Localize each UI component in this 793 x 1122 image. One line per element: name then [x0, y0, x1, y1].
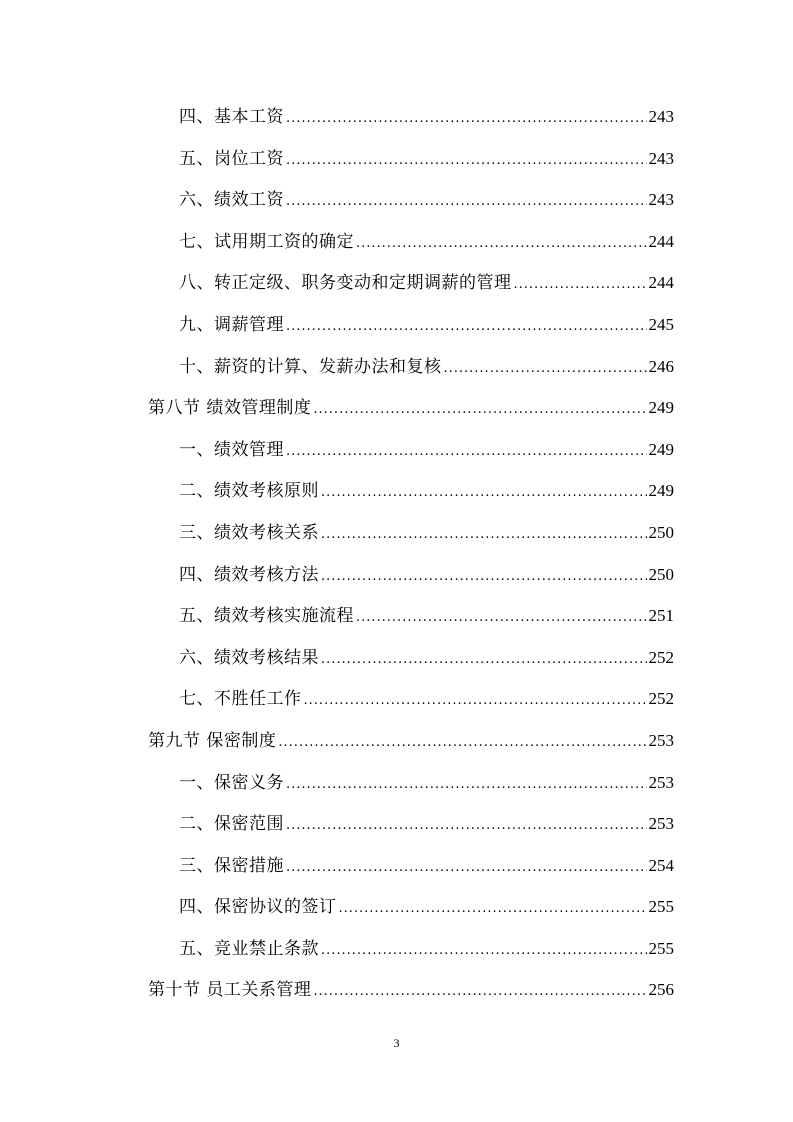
toc-dot-leader [286, 181, 647, 223]
toc-entry-page: 255 [648, 938, 674, 958]
toc-entry-title: 三、保密措施 [179, 855, 284, 876]
toc-subsection-entry[interactable] [0, 179, 793, 221]
toc-entry-page: 244 [648, 273, 674, 293]
toc-dot-leader [356, 597, 647, 639]
toc-entry-page: 243 [648, 190, 674, 210]
toc-entry-title: 一、绩效管理 [179, 439, 284, 460]
toc-dot-leader [286, 140, 647, 182]
toc-subsection-entry[interactable] [0, 803, 793, 845]
toc-entry-title: 五、竞业禁止条款 [179, 938, 319, 959]
toc-entry-title: 九、调薪管理 [179, 314, 284, 335]
toc-subsection-entry[interactable] [0, 96, 793, 138]
toc-entry-page: 249 [648, 398, 674, 418]
toc-entry-page: 244 [648, 231, 674, 251]
toc-section-entry[interactable] [0, 969, 793, 1011]
toc-entry-page: 243 [648, 107, 674, 126]
toc-subsection-entry[interactable] [0, 429, 793, 471]
toc-subsection-entry[interactable] [0, 678, 793, 720]
toc-entry-page: 252 [648, 647, 674, 667]
toc-subsection-entry[interactable] [0, 637, 793, 679]
toc-entry-title: 六、绩效工资 [179, 190, 284, 211]
toc-dot-leader [313, 971, 646, 1013]
toc-entry-page: 256 [648, 980, 674, 1000]
toc-dot-leader [339, 888, 647, 930]
toc-entry-title: 八、转正定级、职务变动和定期调薪的管理 [179, 273, 512, 294]
toc-dot-leader [444, 348, 647, 390]
toc-entry-page: 254 [648, 855, 674, 875]
toc-dot-leader [286, 431, 647, 473]
toc-subsection-entry[interactable] [0, 470, 793, 512]
toc-dot-leader [304, 680, 647, 722]
toc-dot-leader [313, 389, 646, 431]
toc-entry-page: 243 [648, 148, 674, 168]
toc-subsection-entry[interactable] [0, 886, 793, 928]
toc-dot-leader [286, 98, 647, 140]
toc-entry-title: 第十节 员工关系管理 [148, 980, 312, 1001]
toc-dot-leader [321, 930, 647, 972]
toc-entry-title: 四、保密协议的签订 [179, 897, 337, 918]
toc-dot-leader [356, 223, 647, 265]
toc-entry-page: 253 [648, 730, 674, 750]
toc-entry-title: 第八节 绩效管理制度 [148, 398, 312, 419]
toc-subsection-entry[interactable] [0, 304, 793, 346]
toc-entry-page: 253 [648, 814, 674, 834]
toc-entry-page: 250 [648, 522, 674, 542]
toc-entry-title: 七、不胜任工作 [179, 689, 302, 710]
toc-entry-page: 245 [648, 314, 674, 334]
toc-dot-leader [321, 556, 647, 598]
toc-entry-title: 第九节 保密制度 [148, 730, 277, 751]
toc-entry-page: 246 [648, 356, 674, 376]
toc-entry-title: 五、岗位工资 [179, 148, 284, 169]
toc-subsection-entry[interactable] [0, 595, 793, 637]
toc-entry-title: 十、薪资的计算、发薪办法和复核 [179, 356, 442, 377]
toc-entry-title: 二、保密范围 [179, 814, 284, 835]
toc-dot-leader [286, 306, 647, 348]
toc-section-entry[interactable] [0, 387, 793, 429]
toc-entry-page: 250 [648, 564, 674, 584]
toc-entry-title: 五、绩效考核实施流程 [179, 606, 354, 627]
toc-entry-title: 四、基本工资 [179, 107, 284, 127]
toc-dot-leader [514, 264, 647, 306]
toc-subsection-entry[interactable] [0, 512, 793, 554]
toc-entry-title: 四、绩效考核方法 [179, 564, 319, 585]
toc-subsection-entry[interactable] [0, 762, 793, 804]
toc-entry-title: 七、试用期工资的确定 [179, 231, 354, 252]
toc-entry-title: 二、绩效考核原则 [179, 481, 319, 502]
toc-entry-page: 249 [648, 481, 674, 501]
toc-section-entry[interactable] [0, 720, 793, 762]
toc-dot-leader [321, 639, 647, 681]
toc-entry-page: 253 [648, 772, 674, 792]
toc-subsection-entry[interactable] [0, 554, 793, 596]
toc-subsection-entry[interactable] [0, 845, 793, 887]
toc-subsection-entry[interactable] [0, 346, 793, 388]
toc-subsection-entry[interactable] [0, 928, 793, 970]
toc-entry-page: 252 [648, 689, 674, 709]
toc-subsection-entry[interactable] [0, 221, 793, 263]
toc-dot-leader [321, 472, 647, 514]
toc-subsection-entry[interactable] [0, 138, 793, 180]
toc-entry-title: 一、保密义务 [179, 772, 284, 793]
toc-entry-page: 251 [648, 606, 674, 626]
table-of-contents [0, 96, 793, 1011]
toc-entry-page: 255 [648, 897, 674, 917]
toc-entry-title: 三、绩效考核关系 [179, 522, 319, 543]
toc-entry-page: 249 [648, 439, 674, 459]
toc-subsection-entry[interactable] [0, 262, 793, 304]
toc-dot-leader [321, 514, 647, 556]
toc-dot-leader [286, 805, 647, 847]
toc-dot-leader [278, 722, 646, 764]
toc-dot-leader [286, 764, 647, 806]
toc-entry-title: 六、绩效考核结果 [179, 647, 319, 668]
page-number: 3 [393, 1036, 400, 1050]
toc-dot-leader [286, 847, 647, 889]
